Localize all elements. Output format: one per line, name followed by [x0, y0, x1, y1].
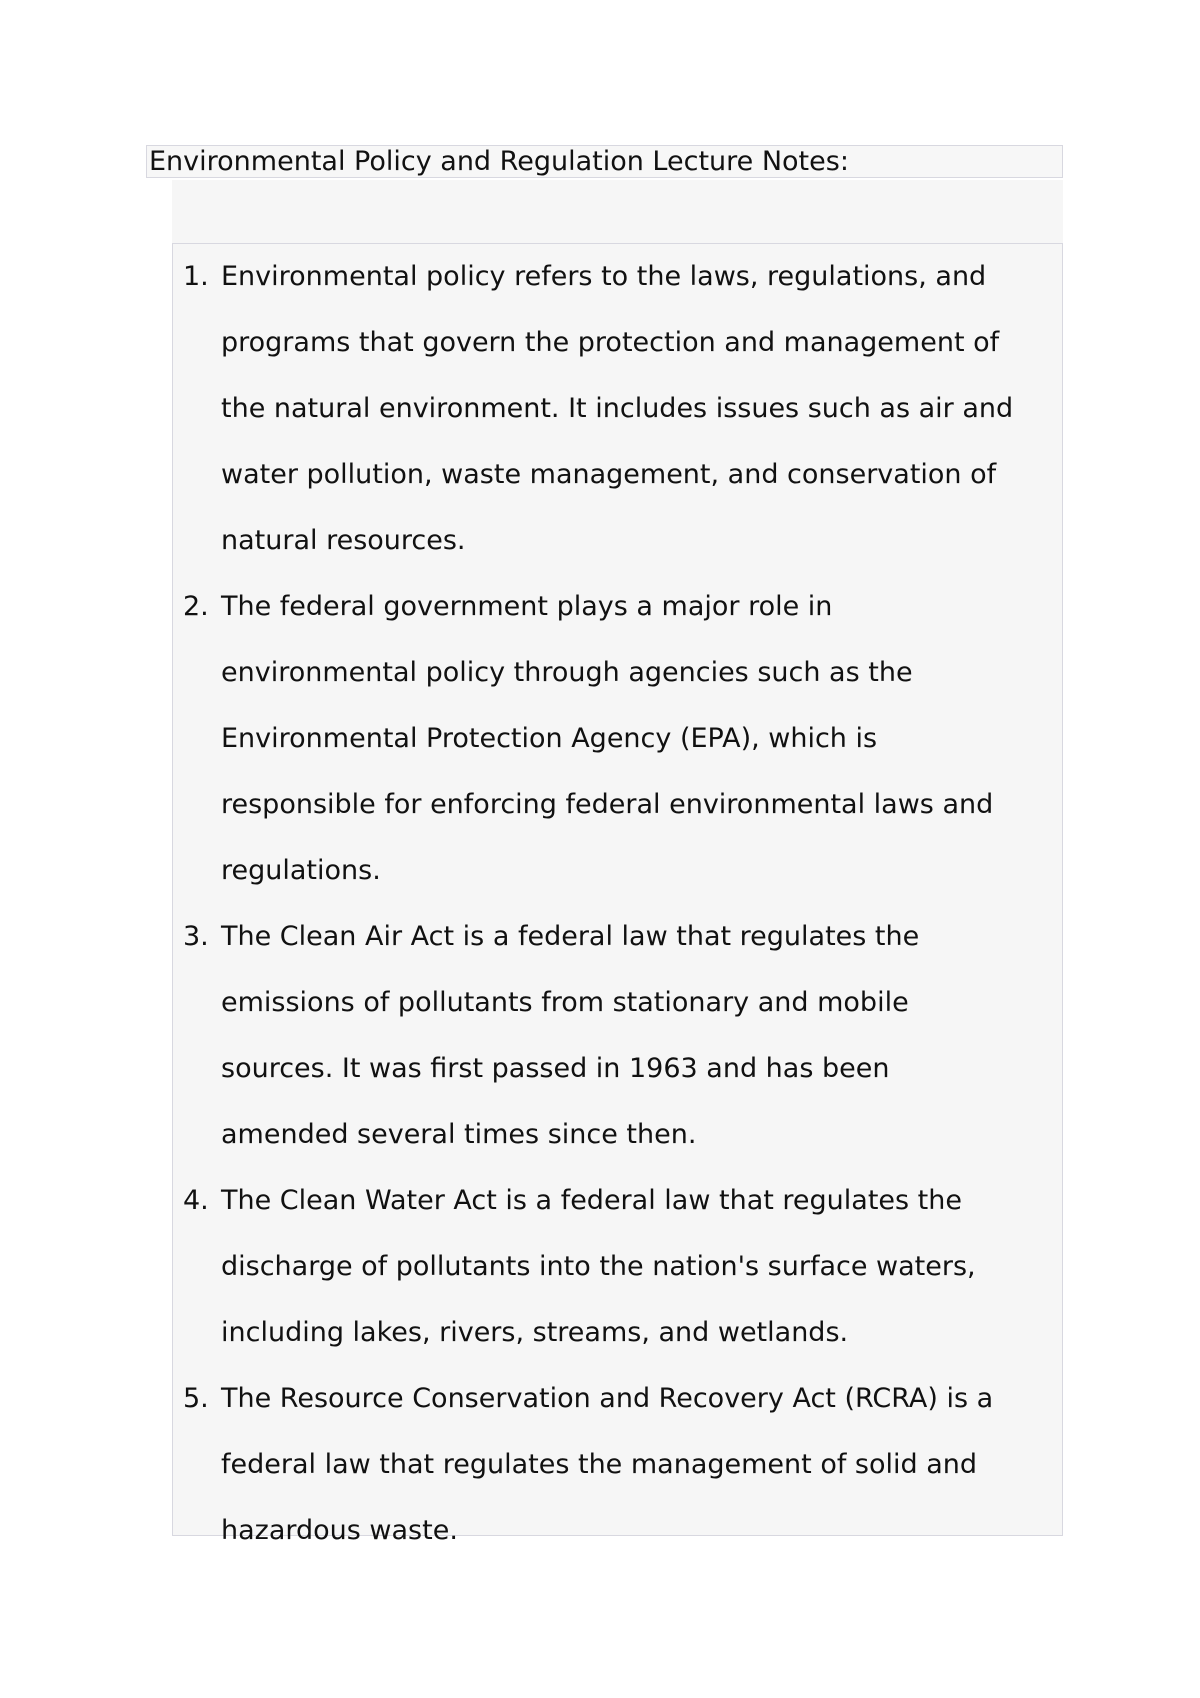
- list-item-number: 2.: [183, 591, 209, 622]
- list-item: [173, 904, 1064, 1168]
- list-item: [173, 244, 1064, 574]
- list-item-line: The Clean Water Act is a federal law that regulates the: [221, 1185, 962, 1216]
- list-item-number: 4.: [183, 1185, 209, 1216]
- list-item-line: The Resource Conservation and Recovery Act (RCRA) is a: [221, 1383, 994, 1414]
- list-item: [173, 574, 1064, 904]
- list-item-line: the natural environment. It includes issues such as air and: [221, 393, 1014, 424]
- list-item-line: regulations.: [221, 855, 381, 886]
- list-item-number: 3.: [183, 921, 209, 952]
- list-item-line: hazardous waste.: [221, 1515, 458, 1546]
- list-item-number: 5.: [183, 1383, 209, 1414]
- list-item-line: programs that govern the protection and management of: [221, 327, 1000, 358]
- list-item-line: Environmental policy refers to the laws, regulations, and: [221, 261, 987, 292]
- list-item-line: water pollution, waste management, and conservation of: [221, 459, 997, 490]
- notes-container: [172, 243, 1063, 1546]
- title-spacer: [172, 180, 1063, 243]
- list-item-line: discharge of pollutants into the nation's surface waters,: [221, 1251, 976, 1282]
- list-item-number: 1.: [183, 261, 209, 292]
- list-item-line: The Clean Air Act is a federal law that regulates the: [221, 921, 920, 952]
- list-item-line: federal law that regulates the management of solid and: [221, 1449, 978, 1480]
- list-item: [173, 1168, 1064, 1366]
- list-item-line: emissions of pollutants from stationary and mobile: [221, 987, 909, 1018]
- list-item-line: including lakes, rivers, streams, and wetlands.: [221, 1317, 849, 1348]
- list-item-line: The federal government plays a major role in: [221, 591, 833, 622]
- list-item-line: environmental policy through agencies such as the: [221, 657, 913, 688]
- list-item: [173, 1366, 1064, 1564]
- notes-list: [173, 244, 1064, 1564]
- list-item-line: responsible for enforcing federal environmental laws and: [221, 789, 994, 820]
- list-item-line: natural resources.: [221, 525, 466, 556]
- page-title: Environmental Policy and Regulation Lecture Notes:: [146, 145, 1063, 178]
- list-item-line: amended several times since then.: [221, 1119, 697, 1150]
- list-item-line: sources. It was first passed in 1963 and has been: [221, 1053, 890, 1084]
- list-item-line: Environmental Protection Agency (EPA), which is: [221, 723, 878, 754]
